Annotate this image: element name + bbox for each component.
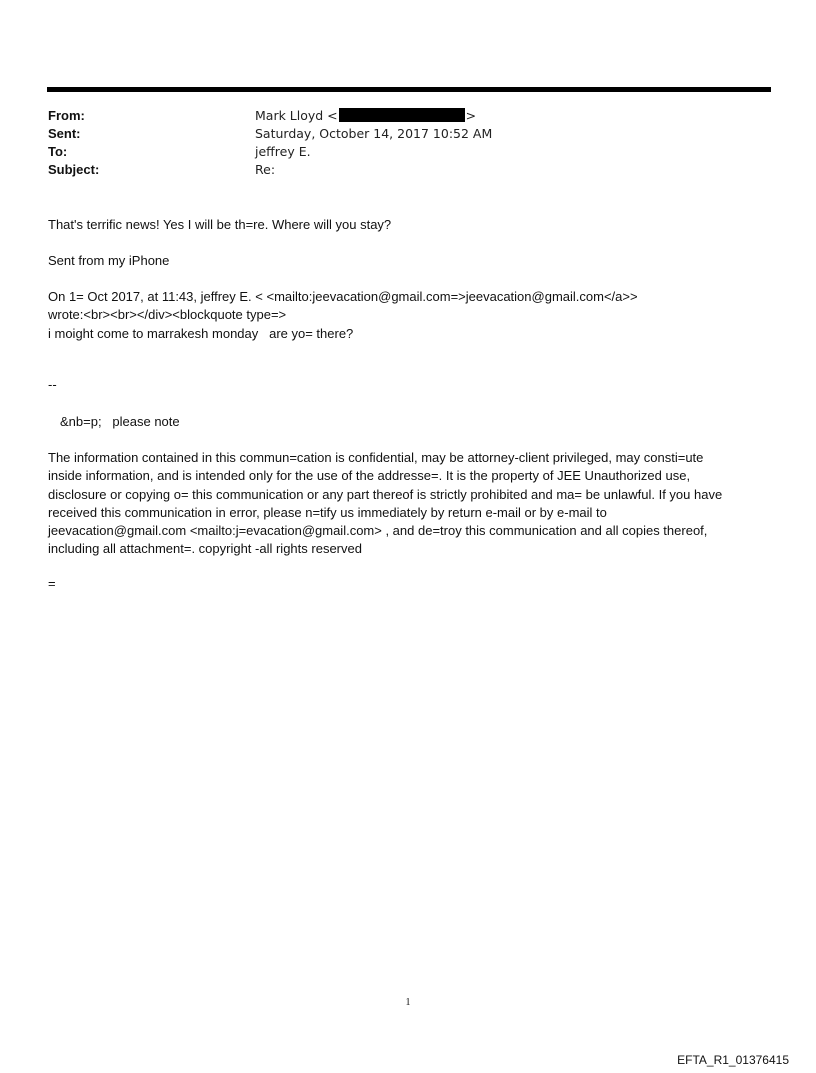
redaction-box <box>339 108 465 122</box>
quoted-line: wrote:<br><br></div><blockquote type=> <box>48 307 287 323</box>
trailer-text: = <box>48 576 56 591</box>
disclaimer-line: received this communication in error, please n=tify us immediately by return e-mail or by e-mail to <box>48 504 607 520</box>
disclaimer-line: jeevacation@gmail.com <mailto:j=evacation@gmail.com> , and de=troy this communication and all copies thereof, <box>48 523 708 539</box>
subject-value: Re: <box>255 162 276 177</box>
quoted-line: i moight come to marrakesh monday are yo= there? <box>48 325 354 341</box>
from-name: Mark Lloyd < <box>255 108 338 123</box>
sent-row <box>48 125 492 143</box>
sent-label: Sent: <box>48 126 81 141</box>
to-value: jeffrey E. <box>255 144 311 159</box>
note-text: &nb=p; please note <box>60 414 180 429</box>
separator-text: -- <box>48 377 57 392</box>
from-value <box>255 107 476 125</box>
header-rule <box>47 87 771 92</box>
bates-stamp: EFTA_R1_01376415 <box>677 1053 789 1067</box>
to-label: To: <box>48 144 68 159</box>
subject-label: Subject: <box>48 162 100 177</box>
from-row <box>48 107 492 125</box>
from-close: > <box>465 108 477 123</box>
disclaimer-line: disclosure or copying o= this communication or any part thereof is strictly prohibited and ma= be unlawful. If you have <box>48 486 723 502</box>
to-row <box>48 143 492 161</box>
sent-value: Saturday, October 14, 2017 10:52 AM <box>255 126 493 141</box>
quoted-line: On 1= Oct 2017, at 11:43, jeffrey E. < <mailto:jeevacation@gmail.com=>jeevacation@gmail.com</a>> <box>48 289 638 304</box>
reply-text: That's terrific news! Yes I will be th=re. Where will you stay? <box>48 217 392 232</box>
subject-row <box>48 161 492 179</box>
signature-text: Sent from my iPhone <box>48 253 170 268</box>
page-number: 1 <box>405 997 411 1008</box>
email-header <box>48 107 492 179</box>
disclaimer-line: including all attachment=. copyright -all rights reserved <box>48 541 362 557</box>
disclaimer-line: inside information, and is intended only for the use of the addresse=. It is the property of JEE Unauthorized use, <box>48 468 691 484</box>
from-label: From: <box>48 108 85 123</box>
quoted-message <box>48 288 768 343</box>
disclaimer-line: The information contained in this commun=cation is confidential, may be attorney-client privileged, may consti=ute <box>48 450 704 465</box>
disclaimer <box>48 449 768 559</box>
